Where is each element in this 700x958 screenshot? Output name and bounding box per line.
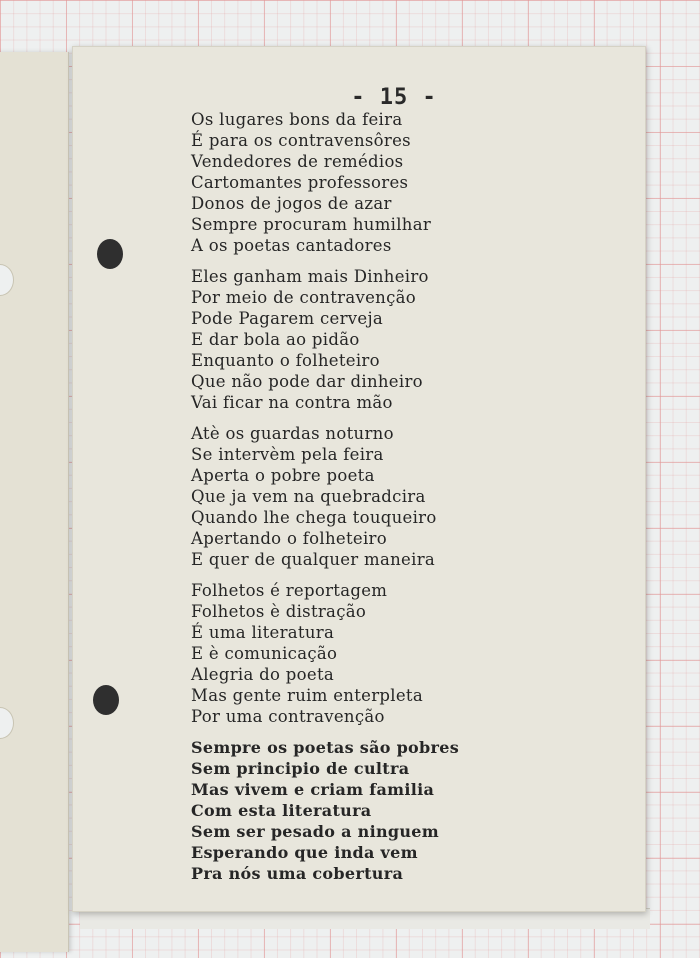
poem-line: A os poetas cantadores xyxy=(191,236,392,255)
poem-line: Os lugares bons da feira xyxy=(191,110,403,129)
punch-hole xyxy=(0,264,14,296)
poem xyxy=(191,109,459,894)
poem-line: Pra nós uma cobertura xyxy=(191,864,404,883)
poem-line: Que ja vem na quebradcira xyxy=(191,487,426,506)
poem-line: E quer de qualquer maneira xyxy=(191,550,436,569)
poem-line: Vendedores de remédios xyxy=(191,152,404,171)
poem-line: Sempre procuram humilhar xyxy=(191,215,432,234)
poem-line: Sem ser pesado a ninguem xyxy=(191,822,440,841)
poem-line: Mas gente ruim enterpleta xyxy=(191,686,423,705)
stanza xyxy=(191,737,459,884)
poem-line: É para os contravensôres xyxy=(191,131,411,150)
poem-line: Por meio de contravenção xyxy=(191,288,417,307)
poem-line: Apertando o folheteiro xyxy=(191,529,387,548)
poem-line: Atè os guardas noturno xyxy=(191,424,394,443)
previous-page-edge xyxy=(0,52,69,952)
poem-line: É uma literatura xyxy=(191,623,335,642)
poem-line: Com esta literatura xyxy=(191,801,372,820)
poem-line: Por uma contravenção xyxy=(191,707,385,726)
poem-line: Cartomantes professores xyxy=(191,173,409,192)
poem-line: Folhetos é reportagem xyxy=(191,581,388,600)
page-number: - 15 - xyxy=(351,85,437,110)
poem-line: Sempre os poetas são pobres xyxy=(191,738,460,757)
poem-line: Se intervèm pela feira xyxy=(191,445,384,464)
stanza xyxy=(191,423,459,570)
poem-line: E dar bola ao pidão xyxy=(191,330,360,349)
punch-hole xyxy=(0,707,14,739)
poem-line: Aperta o pobre poeta xyxy=(191,466,375,485)
punch-hole xyxy=(97,239,123,269)
poem-line: Alegria do poeta xyxy=(191,665,335,684)
stanza xyxy=(191,266,459,413)
poem-line: Folhetos è distração xyxy=(191,602,367,621)
poem-line: Sem principio de cultra xyxy=(191,759,410,778)
poem-line: Que não pode dar dinheiro xyxy=(191,372,423,391)
poem-line: E è comunicação xyxy=(191,644,338,663)
poem-line: Esperando que inda vem xyxy=(191,843,418,862)
poem-line: Eles ganham mais Dinheiro xyxy=(191,267,429,286)
stanza xyxy=(191,109,459,256)
poem-line: Mas vivem e criam familia xyxy=(191,780,435,799)
poem-line: Quando lhe chega touqueiro xyxy=(191,508,437,527)
poem-line: Vai ficar na contra mão xyxy=(191,393,393,412)
stanza xyxy=(191,580,459,727)
booklet-page xyxy=(72,46,646,912)
poem-line: Enquanto o folheteiro xyxy=(191,351,380,370)
poem-line: Donos de jogos de azar xyxy=(191,194,392,213)
poem-line: Pode Pagarem cerveja xyxy=(191,309,384,328)
punch-hole xyxy=(93,685,119,715)
